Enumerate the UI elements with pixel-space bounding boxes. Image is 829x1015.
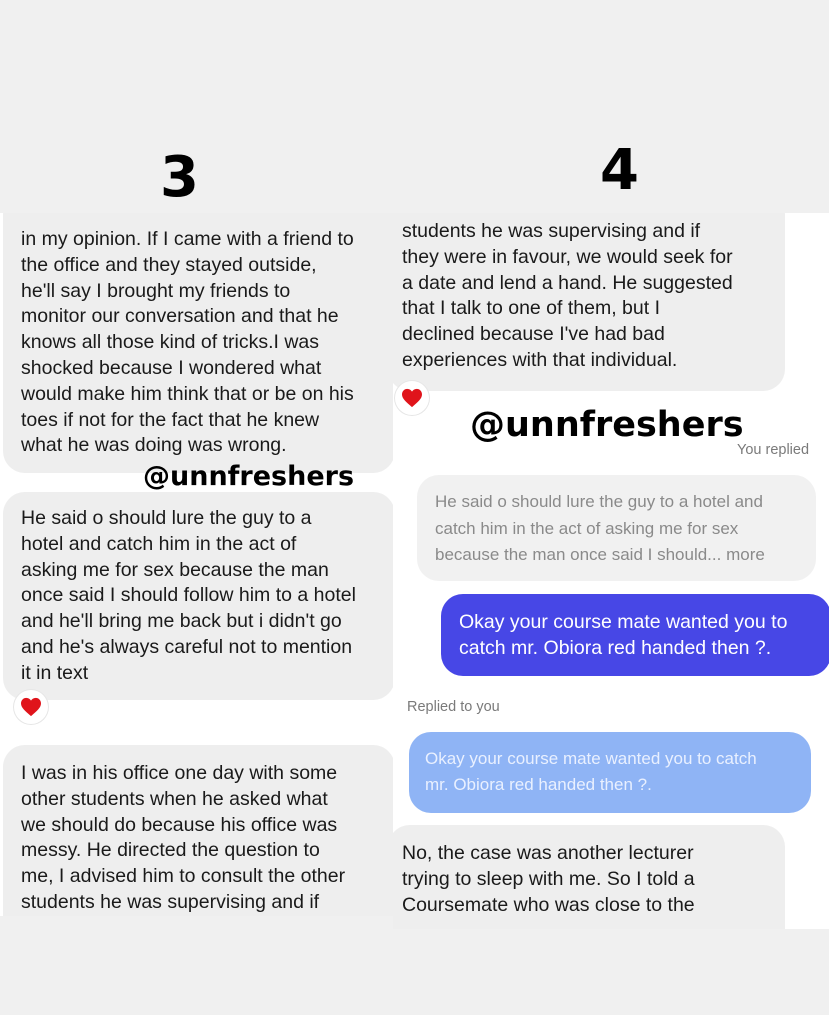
left-screenshot — [0, 213, 393, 916]
heart-reaction[interactable] — [14, 690, 48, 724]
message-bubble: I was in his office one day with some other students when he asked what we should do because his office was messy. He directed the question to me, I advised him to consult the other students he was supervising and if — [3, 745, 393, 916]
you-replied-label: You replied — [737, 442, 810, 458]
message-bubble: students he was supervising and if they were in favour, we would seek for a date and lend a hand. He suggested that I talk to one of them, but I declined because I've had bad experiences with that individual. — [393, 213, 785, 391]
message-bubble: He said o should lure the guy to a hotel and catch him in the act of asking me for sex because the man once said I should follow him to a hotel and he'll bring me back but i didn't go and he's always careful not to mention it in text — [3, 492, 393, 700]
watermark: @unnfreshers — [470, 405, 744, 445]
quoted-reply-preview[interactable]: Okay your course mate wanted you to catch mr. Obiora red handed then ?. — [409, 732, 811, 813]
right-screenshot — [393, 213, 829, 929]
panel-number-3: 3 — [160, 145, 199, 210]
message-bubble: No, the case was another lecturer trying to sleep with me. So I told a Coursemate who was close to the — [393, 825, 785, 929]
heart-icon — [20, 697, 42, 717]
heart-icon — [401, 388, 423, 408]
panel-number-4: 4 — [600, 138, 639, 203]
watermark: @unnfreshers — [143, 461, 355, 492]
message-bubble: in my opinion. If I came with a friend to the office and they stayed outside, he'll say I brought my friends to monitor our conversation and that he knows all those kind of tricks.I was shocked because I wondered what would make him think that or be on his toes if not for the fact that he knew what he was doing was wrong. — [3, 213, 393, 473]
sent-message-bubble: Okay your course mate wanted you to catch mr. Obiora red handed then ?. — [441, 594, 829, 676]
heart-reaction[interactable] — [395, 381, 429, 415]
replied-to-you-label: Replied to you — [407, 699, 500, 715]
quoted-message[interactable]: He said o should lure the guy to a hotel and catch him in the act of asking me for sex because the man once said I should... more — [417, 475, 816, 581]
